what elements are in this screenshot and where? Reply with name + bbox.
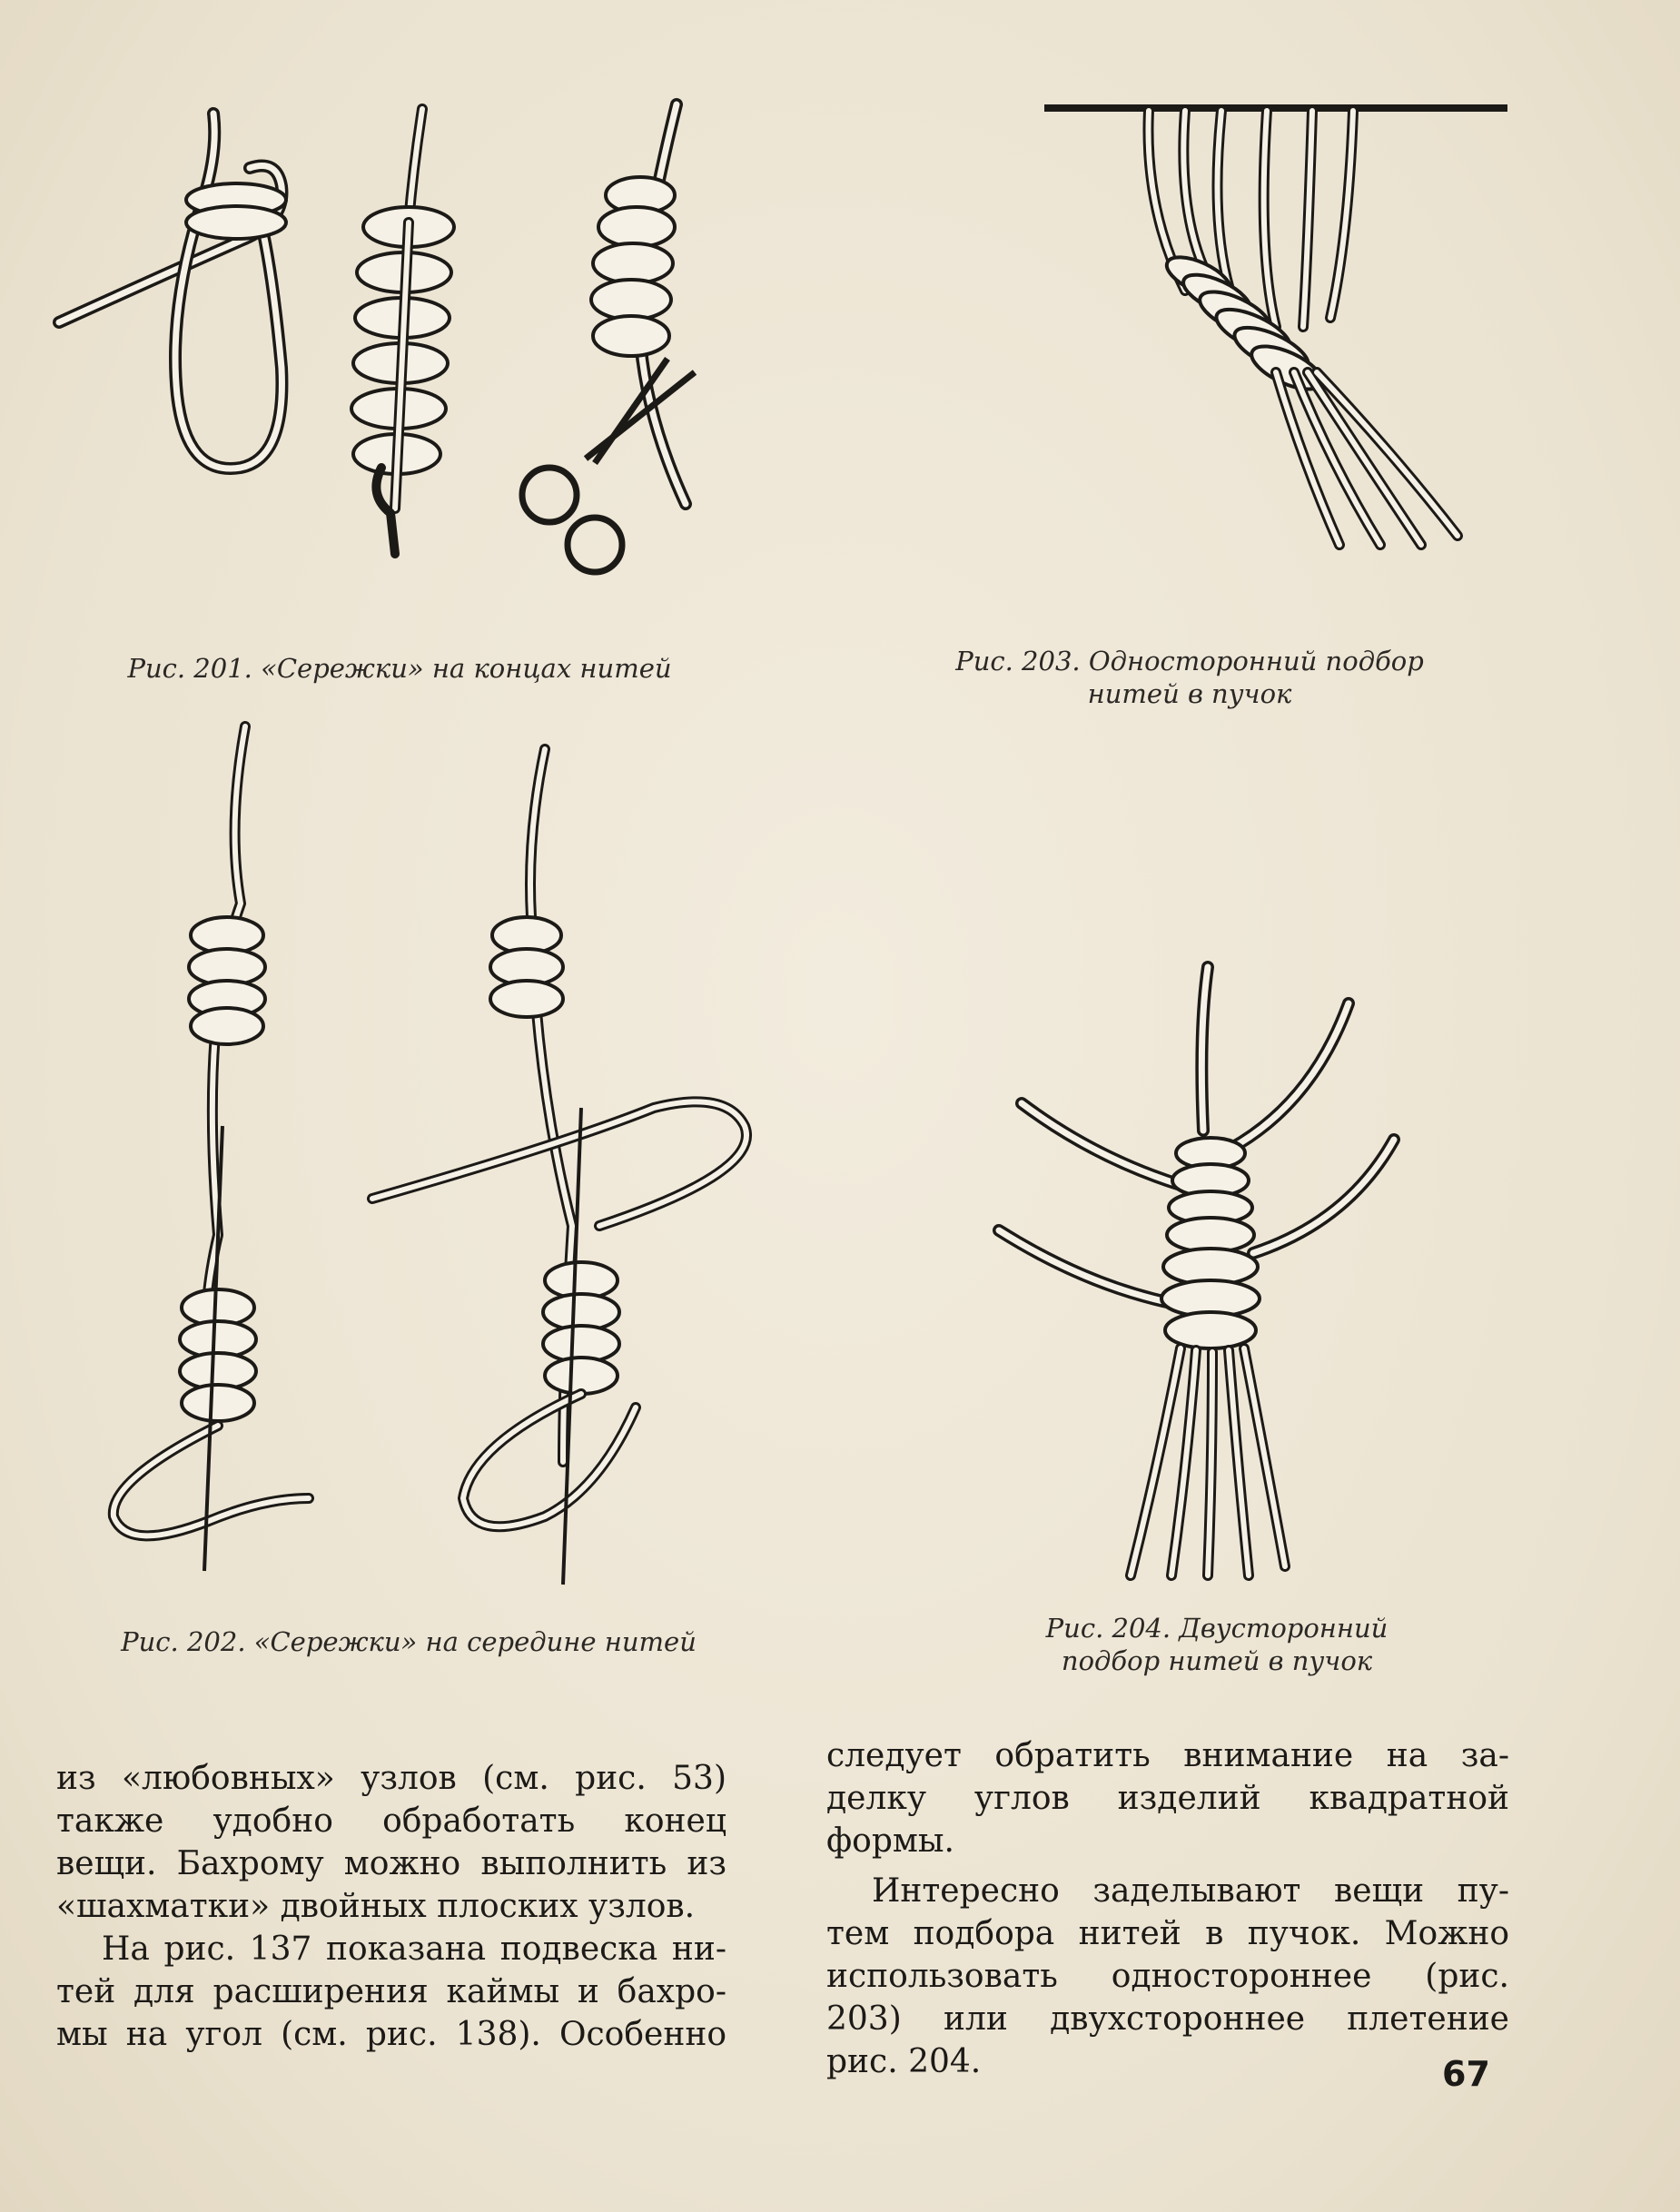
text-line: На рис. 137 показана подвеска ни- xyxy=(102,1931,726,1968)
figure-201-caption: Рис. 201. «Сережки» на концах нитей xyxy=(127,653,672,684)
text-line: 203) или двухстороннее плетение xyxy=(826,2000,1509,2038)
right-text-column xyxy=(826,1734,1509,2083)
text-line: использовать одностороннее (рис. xyxy=(826,1958,1509,1995)
text-line: тей для расширения каймы и бахро- xyxy=(56,1973,726,2010)
text-line: рис. 204. xyxy=(826,2043,982,2080)
figure-201-illustration xyxy=(50,95,704,604)
text-line: формы. xyxy=(826,1822,954,1860)
text-line: следует обратить внимание на за- xyxy=(826,1737,1509,1774)
text-line: вещи. Бахрому можно выполнить из xyxy=(56,1845,726,1882)
text-line: делку углов изделий квадратной xyxy=(826,1780,1509,1817)
figure-204-illustration xyxy=(985,958,1421,1594)
figure-202-illustration xyxy=(91,717,772,1589)
text-line: тем подбора нитей в пучок. Можно xyxy=(826,1915,1509,1952)
figure-204-caption: Рис. 204. Двусторонний подбор нитей в пучок xyxy=(1045,1613,1388,1676)
text-line: Интересно заделывают вещи пу- xyxy=(872,1872,1509,1910)
figure-202-caption: Рис. 202. «Сережки» на середине нитей xyxy=(121,1626,697,1657)
figure-203-caption: Рис. 203. Односторонний подбор нитей в пучок xyxy=(955,646,1424,709)
figure-203-illustration xyxy=(1040,100,1512,572)
text-line: мы на угол (см. рис. 138). Особенно xyxy=(56,2016,726,2053)
text-line: «шахматки» двойных плоских узлов. xyxy=(56,1888,696,1925)
left-text-column xyxy=(56,1757,726,2056)
page-number: 67 xyxy=(1442,2054,1490,2094)
text-line: также удобно обработать конец xyxy=(56,1802,726,1840)
text-line: из «любовных» узлов (см. рис. 53) xyxy=(56,1760,726,1797)
